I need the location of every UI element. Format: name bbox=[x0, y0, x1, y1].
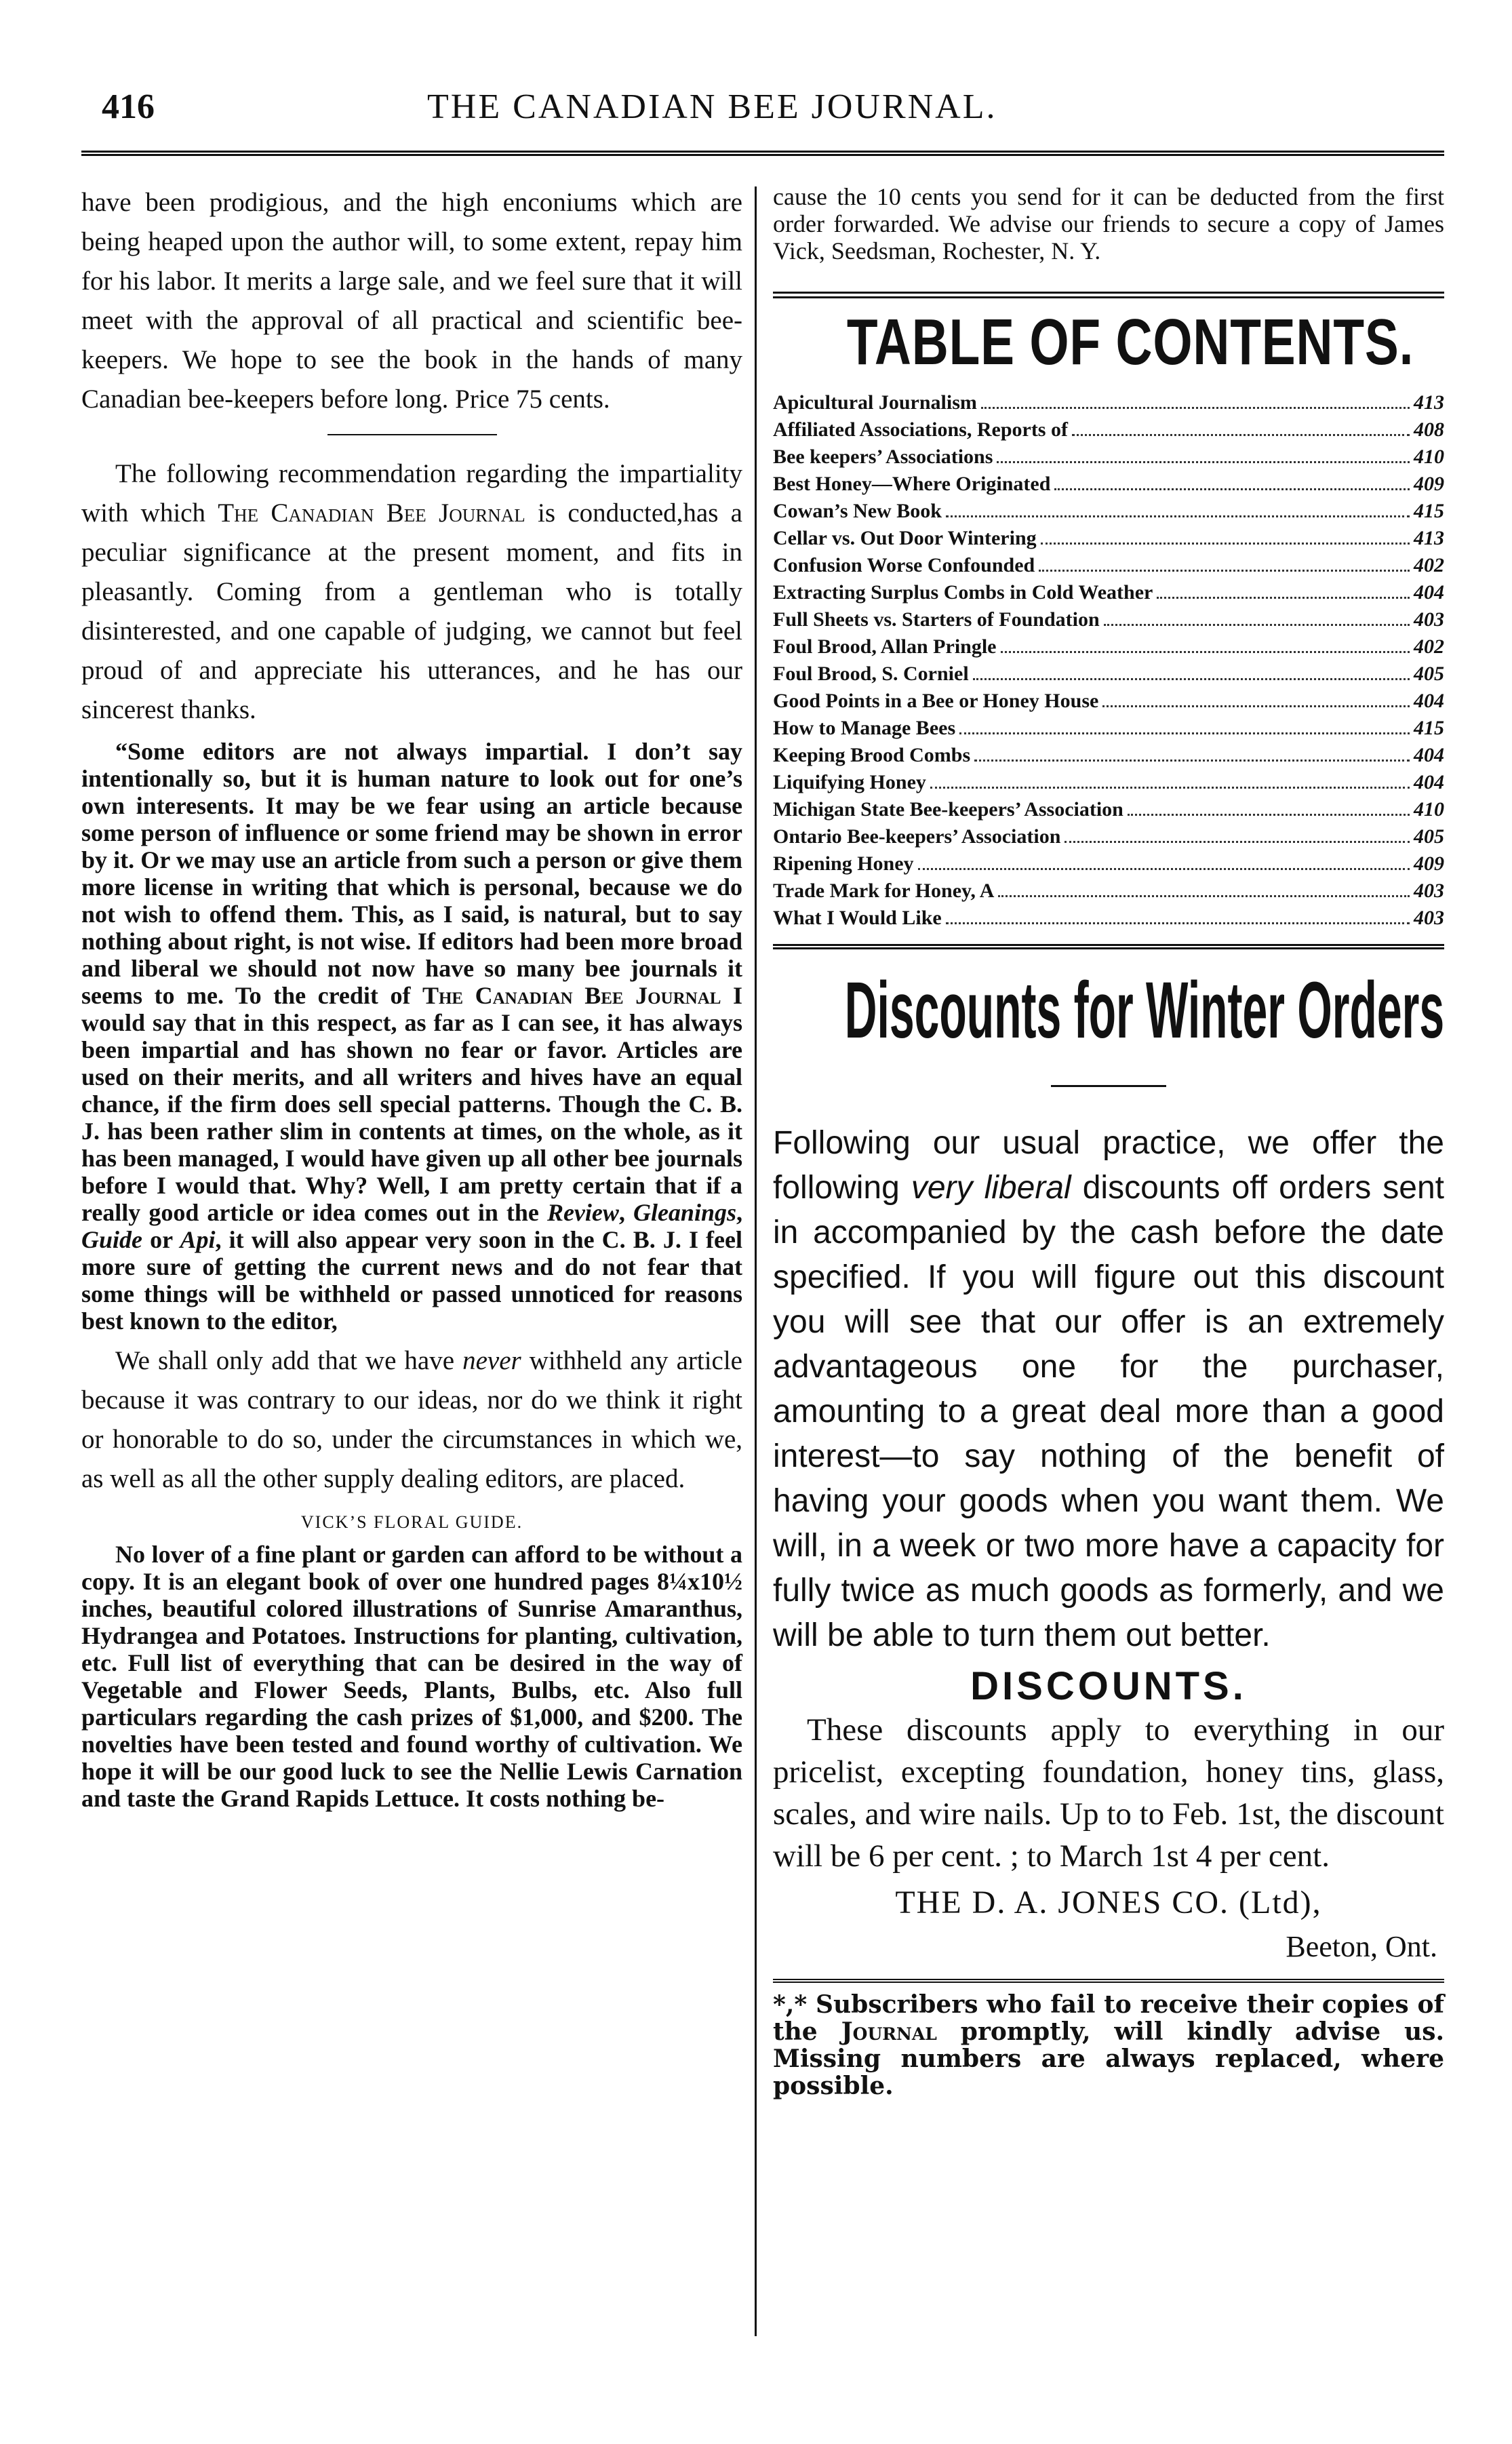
toc-entry-title: Bee keepers’ Associations bbox=[773, 446, 993, 468]
quote-sep-1: , bbox=[618, 1199, 633, 1226]
quote-paragraph bbox=[81, 738, 742, 1335]
toc-entry bbox=[773, 905, 1444, 932]
toc-leader-dots bbox=[1128, 814, 1410, 816]
notice-rule bbox=[773, 1979, 1444, 1983]
toc-entry-page: 403 bbox=[1414, 608, 1444, 631]
header-rule bbox=[81, 151, 1444, 156]
toc-leader-dots bbox=[1054, 488, 1410, 490]
toc-entry bbox=[773, 579, 1444, 606]
toc-entry bbox=[773, 823, 1444, 850]
toc-entry-page: 409 bbox=[1414, 473, 1444, 495]
toc-leader-dots bbox=[997, 461, 1410, 463]
toc-entry bbox=[773, 498, 1444, 525]
column-divider bbox=[755, 186, 757, 2336]
closing-text-1: We shall only add that we have bbox=[115, 1346, 463, 1375]
toc-entry-title: What I Would Like bbox=[773, 907, 942, 929]
left-column bbox=[81, 183, 742, 1812]
closing-text-2: withheld any article because it was contrary to our ideas, nor do we think it right or honorable to do so, under the circumstances in which we, as well as all the other supply dealing editors, are placed. bbox=[81, 1346, 742, 1493]
toc-entry-title: Ontario Bee-keepers’ Association bbox=[773, 825, 1061, 848]
section-rule bbox=[327, 434, 497, 435]
toc-entry-page: 405 bbox=[1414, 825, 1444, 848]
toc-leader-dots bbox=[946, 922, 1410, 924]
closing-paragraph bbox=[81, 1341, 742, 1499]
ad-body-emphasis: very liberal bbox=[911, 1170, 1071, 1206]
ad-headline: Discounts for Winter Orders bbox=[844, 966, 1445, 1055]
toc-entry bbox=[773, 606, 1444, 633]
toc-leader-dots bbox=[1104, 624, 1410, 626]
toc-entry-title: Cellar vs. Out Door Wintering bbox=[773, 527, 1037, 549]
vick-paragraph: No lover of a fine plant or garden can afford to be without a copy. It is an elegant book of over one hundred pages 8¼x10½ inches, beautiful colored illustrations of Sunrise Amaranthus, Hydrangea and Potatoes. Instructions for planting, cultivation, etc. Full list of everything that can be desired in the way of Vegetable and Flower Seeds, Plants, Bulbs, etc. Also full particulars regarding the cash prizes of $1,000, and $200. The novelties have been tested and found worthy of cultivation. We hope it will be our good luck to see the Nellie Lewis Carnation and taste the Grand Rapids Lettuce. It costs nothing be- bbox=[81, 1541, 742, 1812]
toc-entry bbox=[773, 742, 1444, 769]
toc-entry-title: Apicultural Journalism bbox=[773, 391, 977, 414]
toc-entry bbox=[773, 552, 1444, 579]
toc-entry-page: 410 bbox=[1414, 446, 1444, 468]
toc-entry-title: Michigan State Bee-keepers’ Association bbox=[773, 798, 1123, 821]
toc-entry-title: Liquifying Honey bbox=[773, 771, 926, 793]
toc-entry-title: Foul Brood, S. Corniel bbox=[773, 663, 969, 685]
ad-body bbox=[773, 1121, 1444, 1658]
notice-text-2: promptly, will kindly advise us. Missing numbers are always replaced, where possible. bbox=[773, 2017, 1444, 2100]
toc-leader-dots bbox=[959, 732, 1410, 734]
toc-entry-page: 410 bbox=[1414, 798, 1444, 821]
toc-entry-page: 403 bbox=[1414, 907, 1444, 929]
gleanings-title: Gleanings bbox=[633, 1199, 736, 1226]
toc-entry-page: 413 bbox=[1414, 527, 1444, 549]
toc-leader-dots bbox=[1039, 570, 1410, 572]
toc-entry-title: Best Honey—Where Originated bbox=[773, 473, 1051, 495]
quote-journal-name: The Canadian Bee Journal bbox=[422, 982, 721, 1009]
quote-sep-2: , bbox=[736, 1199, 742, 1226]
toc-entry-title: Trade Mark for Honey, A bbox=[773, 880, 995, 902]
toc-entry bbox=[773, 715, 1444, 742]
right-column bbox=[773, 183, 1444, 2100]
quote-text-1: “Some editors are not always impartial. I don’t say intentionally so, but it is human nature to look out for one’s own interesents. It may be we fear using an article because some person of influence or some friend may be shown in error by it. Or we may use an article from such a person or give them more license in writing that which is personal, because we do not wish to offend them. This, as I said, is natural, but to say nothing about right, is not wise. If editors had been more broad and liberal we should not now have so many bee journals it seems to me. To the credit of bbox=[81, 738, 742, 1009]
toc-entry-title: Cowan’s New Book bbox=[773, 500, 942, 522]
notice-journal-name: Journal bbox=[841, 2017, 937, 2046]
continuation-paragraph: cause the 10 cents you send for it can be deducted from the first order forwarded. We advise our friends to secure a copy of James Vick, Seedsman, Rochester, N. Y. bbox=[773, 183, 1444, 264]
toc-leader-dots bbox=[981, 407, 1410, 409]
toc-entry bbox=[773, 661, 1444, 688]
toc-leader-dots bbox=[973, 678, 1410, 680]
opening-paragraph: have been prodigious, and the high enconiums which are being heaped upon the author will, to some extent, repay him for his labor. It merits a large sale, and we feel sure that it will meet with the approval of all practical and scientific bee-keepers. We hope to see the book in the hands of many Canadian bee-keepers before long. Price 75 cents. bbox=[81, 188, 742, 414]
vick-heading: VICK’S FLORAL GUIDE. bbox=[300, 1512, 523, 1532]
toc-entry-page: 415 bbox=[1414, 717, 1444, 739]
review-title: Review bbox=[546, 1199, 619, 1226]
toc-entry-page: 404 bbox=[1414, 744, 1444, 766]
toc-entry bbox=[773, 796, 1444, 823]
guide-title: Guide bbox=[81, 1226, 142, 1253]
toc-title: TABLE OF CONTENTS. bbox=[846, 306, 1414, 378]
toc-entry-title: Confusion Worse Confounded bbox=[773, 554, 1035, 576]
toc-leader-dots bbox=[974, 760, 1410, 762]
toc-bottom-rule bbox=[773, 944, 1444, 949]
toc-entry-title: Full Sheets vs. Starters of Foundation bbox=[773, 608, 1100, 631]
ad-rule bbox=[1051, 1085, 1166, 1087]
toc-entry-page: 402 bbox=[1414, 635, 1444, 658]
toc-entry-page: 408 bbox=[1414, 418, 1444, 441]
toc-entry-title: Extracting Surplus Combs in Cold Weather bbox=[773, 581, 1153, 604]
recommendation-text-1: The following recommendation regarding the impartiality with which bbox=[81, 459, 742, 528]
toc-top-rule bbox=[773, 292, 1444, 298]
toc-entry-title: Good Points in a Bee or Honey House bbox=[773, 690, 1099, 712]
toc-entry bbox=[773, 878, 1444, 905]
toc-entry bbox=[773, 471, 1444, 498]
toc-entry bbox=[773, 389, 1444, 416]
toc-leader-dots bbox=[1072, 434, 1410, 436]
never-emphasis: never bbox=[462, 1346, 521, 1375]
toc-leader-dots bbox=[930, 787, 1410, 789]
toc-entry-title: How to Manage Bees bbox=[773, 717, 956, 739]
running-title: THE CANADIAN BEE JOURNAL. bbox=[427, 87, 997, 126]
toc-entry-title: Foul Brood, Allan Pringle bbox=[773, 635, 997, 658]
ad-body-text-1: Following our usual practice, we offer the following bbox=[773, 1125, 1444, 1206]
toc-entry bbox=[773, 416, 1444, 444]
toc-entry-page: 403 bbox=[1414, 880, 1444, 902]
toc-entry-page: 413 bbox=[1414, 391, 1444, 414]
quote-text-3: , it will also appear very soon in the C. B. J. I feel more sure of getting the current news and do not fear that some things will be withheld or passed unnoticed for reasons best known to the editor, bbox=[81, 1226, 743, 1335]
page-header bbox=[102, 87, 1451, 134]
toc-entry-page: 402 bbox=[1414, 554, 1444, 576]
notice-text-1: *,* Subscribers who fail to receive their copies of the bbox=[773, 1990, 1444, 2046]
toc-leader-dots bbox=[946, 515, 1410, 517]
toc-leader-dots bbox=[1157, 597, 1410, 599]
ad-body-text-2: discounts off orders sent in accompanied by the cash before the date specified. If you will figure out this discount you will see that our offer is an extremely advantageous one for the purchaser, amounting to a great deal more than a good interest—to say nothing of the benefit of having your goods when you want them. We will, in a week or two more have a capacity for fully twice as much goods as formerly, and we will be able to turn them out better. bbox=[773, 1170, 1444, 1653]
toc-entry-page: 404 bbox=[1414, 690, 1444, 712]
recommendation-text-2: is conducted,has a peculiar significance at the present moment, and fits in pleasantly. Coming from a gentleman who is totally disinterested, and one capable of judging, we cannot but feel proud of and appreciate his utterances, and he has our sincerest thanks. bbox=[81, 498, 742, 724]
toc-entry bbox=[773, 769, 1444, 796]
recommendation-paragraph bbox=[81, 454, 742, 730]
toc-entry-title: Affiliated Associations, Reports of bbox=[773, 418, 1068, 441]
api-title: Api bbox=[180, 1226, 216, 1253]
toc-entry-page: 404 bbox=[1414, 771, 1444, 793]
quote-sep-3: or bbox=[142, 1226, 180, 1253]
toc-leader-dots bbox=[1001, 651, 1410, 653]
toc-leader-dots bbox=[1065, 841, 1410, 843]
toc-entry bbox=[773, 444, 1444, 471]
toc-list bbox=[773, 389, 1444, 932]
toc-entry-page: 404 bbox=[1414, 581, 1444, 604]
company-name: THE D. A. JONES CO. (Ltd), bbox=[895, 1885, 1322, 1920]
toc-entry bbox=[773, 525, 1444, 552]
toc-entry-title: Ripening Honey bbox=[773, 852, 914, 875]
toc-entry bbox=[773, 850, 1444, 878]
company-place: Beeton, Ont. bbox=[1286, 1930, 1437, 1963]
quote-text-2: I would say that in this respect, as far as I can see, it has always been impartial and has shown no fear or favor. Articles are used on their merits, and all writers and hives have an equal chance, if the firm does sell special patterns. Though the C. B. J. has been rather slim in contents at times, on the whole, as it has been managed, I would have given up all other bee journals before I would that. Why? Well, I am pretty certain that if a really good article or idea comes out in the bbox=[81, 982, 742, 1226]
journal-name: The Canadian Bee Journal bbox=[218, 498, 525, 528]
toc-entry bbox=[773, 688, 1444, 715]
discounts-heading: DISCOUNTS. bbox=[970, 1664, 1247, 1708]
page-number: 416 bbox=[102, 87, 155, 126]
toc-leader-dots bbox=[1041, 543, 1410, 545]
toc-leader-dots bbox=[918, 868, 1410, 870]
toc-leader-dots bbox=[1102, 705, 1410, 707]
toc-entry-page: 405 bbox=[1414, 663, 1444, 685]
toc-entry bbox=[773, 633, 1444, 661]
toc-leader-dots bbox=[998, 895, 1410, 897]
toc-entry-title: Keeping Brood Combs bbox=[773, 744, 971, 766]
subscriber-notice bbox=[773, 1991, 1444, 2100]
discounts-body: These discounts apply to everything in our pricelist, excepting foundation, honey tins, glass, scales, and wire nails. Up to to Feb. 1st, the discount will be 6 per cent. ; to March 1st 4 per cent. bbox=[773, 1712, 1444, 1874]
toc-entry-page: 415 bbox=[1414, 500, 1444, 522]
toc-entry-page: 409 bbox=[1414, 852, 1444, 875]
